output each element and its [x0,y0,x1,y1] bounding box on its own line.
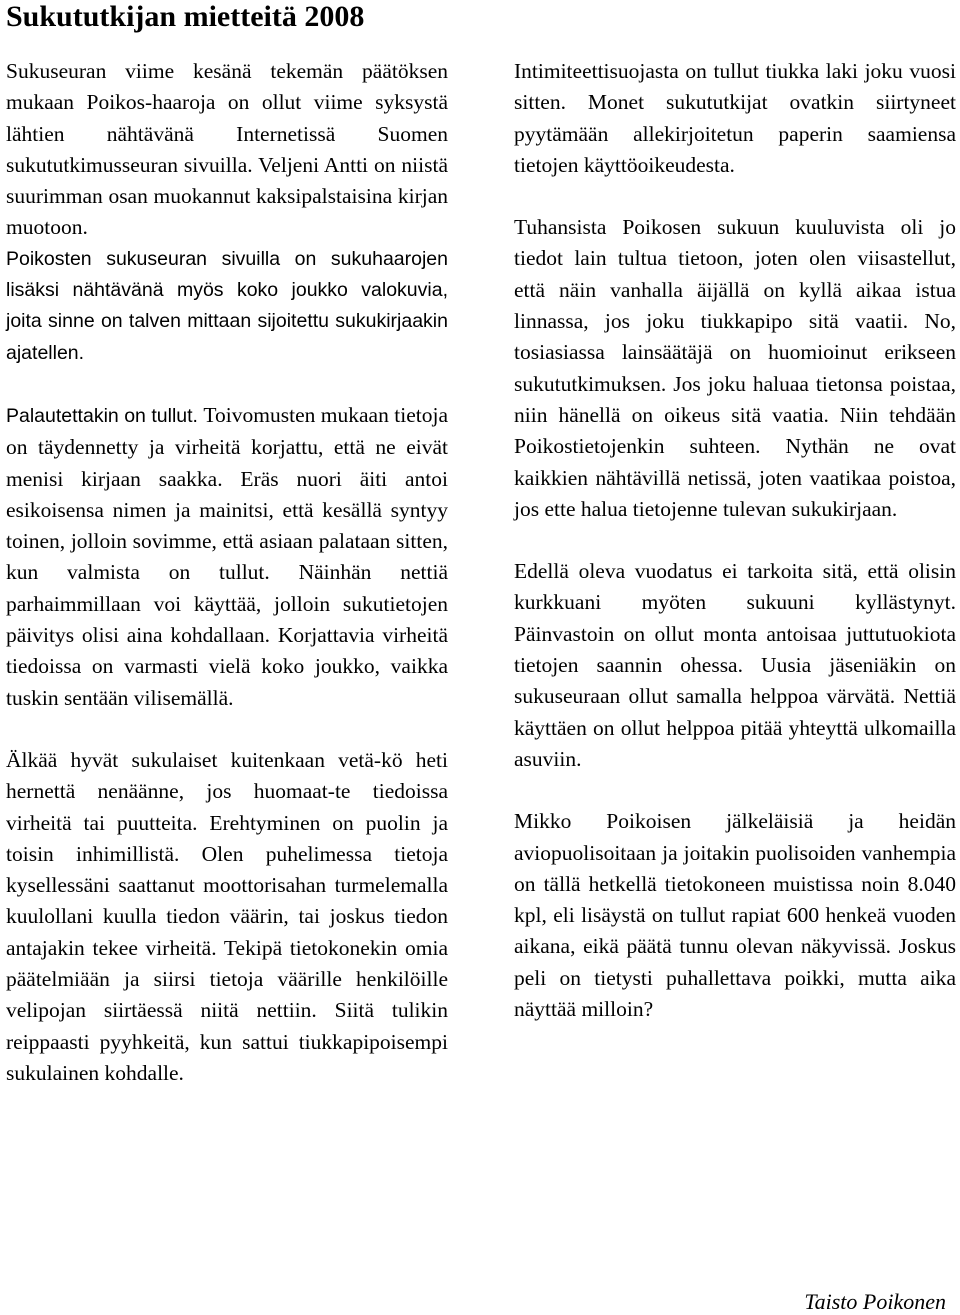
paragraph-not-tired: Edellä oleva vuodatus ei tarkoita sitä, että olisin kurkkuani myöten sukuuni kyllästynyt. Päinvastoin on ollut monta antoisaa juttutuokiota tietojen saannin ohessa. Uusia jäseniäkin on sukuseuraan ollut samalla helppoa värvätä. Nettiä käyttäen on ollut helppoa pitää yhteyttä ulkomailla asuviin. [514,559,956,771]
paragraph-data-removal: Tuhansista Poikosen sukuun kuuluvista oli jo tiedot lain tultua tietoon, joten olen viisastellut, että näin vanhalla äijällä on kyllä aikaa istua linnassa, jos joku tiukkapipo sitä vaatii. No, tosiasiassa lainsäätäjä on huomioinut erikseen sukututkimuksen. Jos joku haluaa tietonsa poistaa, niin hänellä on oikeus sitä vaatia. Niin tehdään Poikostietojenkin suhteen. Nythän ne ovat kaikkien nähtävillä netissä, joten vaatikaa poistoa, jos ette halua tietojenne tulevan sukukirjaan. [514,215,956,521]
paragraph-feedback [6,400,448,714]
right-column [514,56,956,1025]
author-signature: Taisto Poikonen [804,1289,946,1314]
paragraph-intro: Sukuseuran viime kesänä tekemän päätöksen mukaan Poikos-haaroja on ollut viime syksystä lähtien nähtävänä Internetissä Suomen sukututkimusseuran sivuilla. Veljeni Antti on niistä suurimman osan muokannut kaksipalstaisina kirjan muotoon. [6,59,448,240]
paragraph-descendants: Mikko Poikoisen jälkeläisiä ja heidän aviopuolisoitaan ja joitakin puolisoiden vanhempia on tällä hetkellä tietokoneen muistissa noin 8.040 kpl, eli lisäystä on tullut rapiat 600 henkeä vuoden aikana, eikä päätä tunnu olevan näkyvissä. Joskus peli on tietysti puhallettava poikki, mutta aika näyttää milloin? [514,809,956,1022]
feedback-lead: Palautettakin on tullut. [6,404,198,427]
paragraph-privacy: Intimiteettisuojasta on tullut tiukka laki joku vuosi sitten. Monet sukututkijat ovatkin siirtyneet pyytämään allekirjoitetun paperin saamiensa tietojen käyttöoikeudesta. [514,59,956,177]
feedback-body: Toivomusten mukaan tietoja on täydennetty ja virheitä korjattu, että ne eivät menisi kirjaan saakka. Eräs nuori äiti antoi esikoisensa nimen ja mainitsi, että kesällä syntyy toinen, jolloin sovimme, että asiaan palataan sitten, kun valmista on tullut. Näinhän nettiä parhaimmillaan voi käyttää, jolloin sukutietojen päivitys olisi aina kohdallaan. Korjattavia virheitä tiedoissa on varmasti vielä koko joukko, vaikka tuskin sentään vilisemällä. [6,402,448,710]
left-column [6,56,448,1089]
paragraph-errors: Älkää hyvät sukulaiset kuitenkaan vetä-kö heti hernettä nenäänne, jos huomaat-te tiedoissa virheitä tai puutteita. Erehtyminen on puolin ja toisin inhimillistä. Olen puhelimessa tietoja kysellessäni saattanut moottorisahan turmelemalla kuulollani kuulla tiedon väärin, tai joskus tiedon antajakin tekee virheitä. Tekipä tietokonekin omia päätelmiään ja siirsi tietoja väärille henkilöille velipojan siirtäessä niitä nettiin. Siitä tulikin reippaasti pyyhkeitä, kun sattui tiukkapipoisempi sukulainen kohdalle. [6,747,448,1085]
page-title: Sukututkijan mietteitä 2008 [6,0,365,33]
paragraph-photos: Poikosten sukuseuran sivuilla on sukuhaarojen lisäksi nähtävänä myös koko joukko valokuvia, joita sinne on talven mittaan sijoitettu sukukirjaakin ajatellen. [6,247,448,364]
